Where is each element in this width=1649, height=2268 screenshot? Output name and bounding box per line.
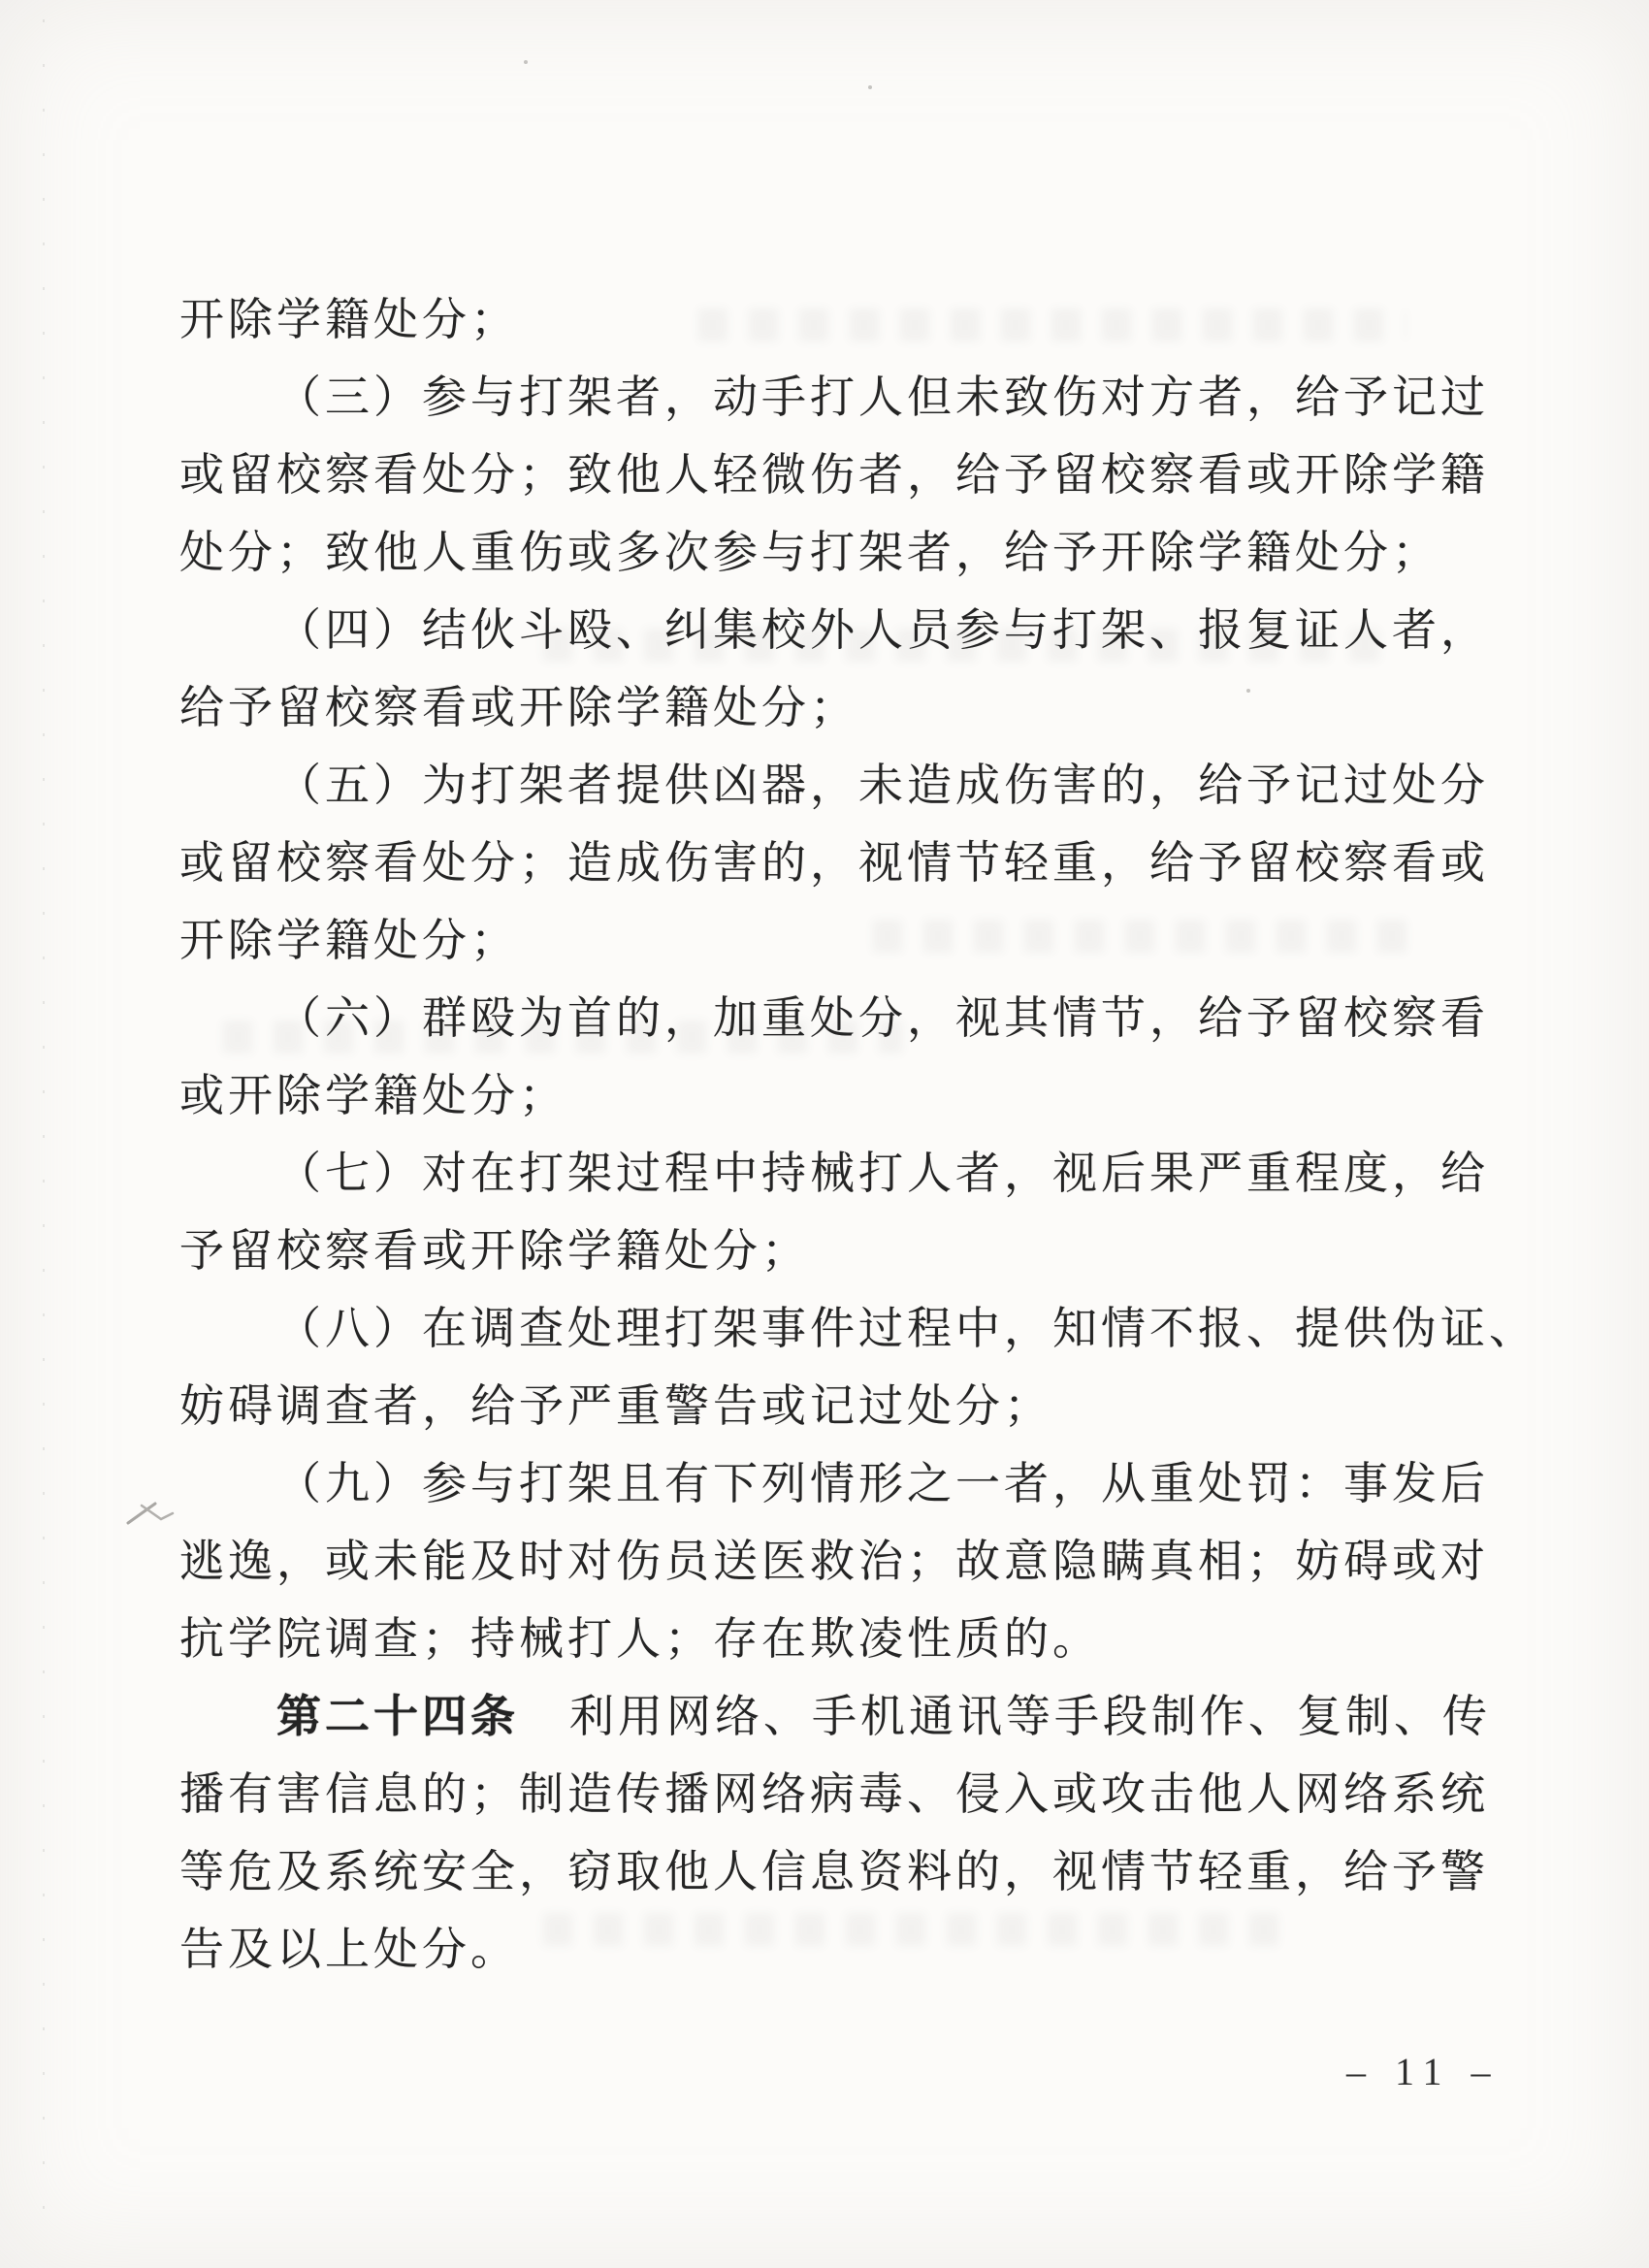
text-line xyxy=(179,1756,1499,1833)
line-text: （八）在调查处理打架事件过程中，知情不报、提供伪证、 xyxy=(276,1304,1537,1353)
scan-speck xyxy=(868,85,872,89)
text-line xyxy=(179,980,1499,1057)
line-text: 或留校察看处分；致他人轻微伤者，给予留校察看或开除学籍 xyxy=(179,450,1489,500)
text-line xyxy=(179,747,1499,825)
text-line xyxy=(179,669,1499,747)
line-text: （七）对在打架过程中持械打人者，视后果严重程度，给 xyxy=(276,1149,1489,1198)
line-text: 予留校察看或开除学籍处分； xyxy=(179,1226,810,1276)
line-text: 开除学籍处分； xyxy=(179,295,519,344)
line-text: 给予留校察看或开除学籍处分； xyxy=(179,683,858,732)
text-line xyxy=(179,902,1499,980)
text-line xyxy=(179,437,1499,514)
text-line xyxy=(179,1213,1499,1290)
page-number: – 11 – xyxy=(1346,2050,1501,2093)
text-line xyxy=(179,1911,1499,1989)
text-line xyxy=(179,1523,1499,1601)
scan-speck xyxy=(524,60,528,64)
line-text: （五）为打架者提供凶器，未造成伤害的，给予记过处分 xyxy=(276,761,1489,810)
line-text: （六）群殴为首的，加重处分，视其情节，给予留校察看 xyxy=(276,993,1489,1043)
line-text: 抗学院调查；持械打人；存在欺凌性质的。 xyxy=(179,1614,1101,1664)
line-text: （九）参与打架且有下列情形之一者，从重处罚：事发后 xyxy=(276,1459,1489,1508)
text-line xyxy=(179,359,1499,437)
line-text: 或开除学籍处分； xyxy=(179,1071,567,1120)
line-text: 等危及系统安全，窃取他人信息资料的，视情节轻重，给予警 xyxy=(179,1847,1489,1896)
text-line xyxy=(179,1678,1499,1756)
text-line xyxy=(179,1445,1499,1523)
text-line xyxy=(179,514,1499,592)
line-text: （三）参与打架者，动手打人但未致伤对方者，给予记过 xyxy=(276,373,1489,422)
document-body xyxy=(179,281,1537,1989)
text-line xyxy=(179,1368,1499,1445)
line-text: 或留校察看处分；造成伤害的，视情节轻重，给予留校察看或 xyxy=(179,838,1489,888)
text-line xyxy=(179,825,1499,902)
text-line xyxy=(179,281,1499,359)
line-text: 处分；致他人重伤或多次参与打架者，给予开除学籍处分； xyxy=(179,528,1440,577)
line-text: 告及以上处分。 xyxy=(179,1925,519,1974)
line-text: 妨碍调查者，给予严重警告或记过处分； xyxy=(179,1381,1052,1431)
text-line xyxy=(179,1833,1499,1911)
line-text: 利用网络、手机通讯等手段制作、复制、传 xyxy=(569,1692,1491,1741)
text-line xyxy=(179,1135,1499,1213)
text-line xyxy=(179,592,1499,669)
text-line xyxy=(179,1601,1499,1678)
line-text: （四）结伙斗殴、纠集校外人员参与打架、报复证人者， xyxy=(276,605,1489,655)
line-text: 开除学籍处分； xyxy=(179,916,519,965)
line-text: 逃逸，或未能及时对伤员送医救治；故意隐瞒真相；妨碍或对 xyxy=(179,1537,1489,1586)
text-line xyxy=(179,1057,1499,1135)
article-heading: 第二十四条 xyxy=(276,1692,519,1741)
line-text: 播有害信息的；制造传播网络病毒、侵入或攻击他人网络系统 xyxy=(179,1769,1489,1819)
text-line xyxy=(179,1290,1537,1368)
scan-edge-artifact xyxy=(43,19,45,2212)
